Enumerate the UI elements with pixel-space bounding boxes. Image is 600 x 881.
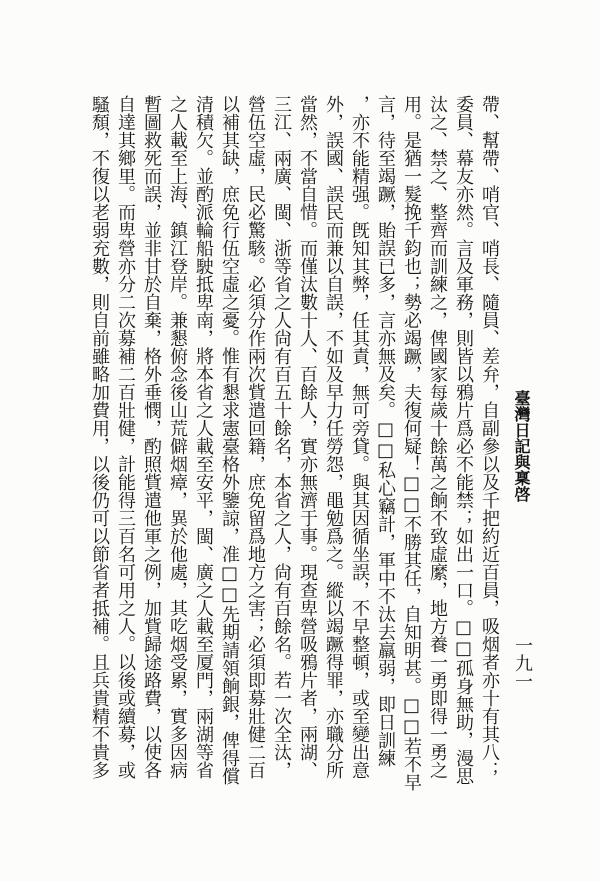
text-column: 帶、幫帶、哨官、哨長、隨員、差弁，自副參以及千把約近百員，吸烟者亦十有其八；	[479, 95, 500, 779]
text-column: 營伍空虛，民必驚駭。必須分作兩次貲遣回籍，庶免留爲地方之害；必須即募壯健二百	[245, 95, 266, 779]
text-column: 當然，不當自惜。而僅汰數十人、百餘人，實亦無濟于事。現查卑營吸鴉片者，兩湖、	[297, 95, 318, 779]
text-column: 暫圖救死而誤，並非甘於自棄，格外垂憫，酌照貲遣他軍之例，加貲歸途路費，以使各	[141, 95, 162, 779]
text-column: 委員、幕友亦然。言及軍務，則皆以鴉片爲必不能禁；如出一口。□□孤身無助，漫思	[453, 95, 474, 785]
text-column: 三江、兩廣、閩、浙等省之人尙有百五十餘名，本省之人，尙有百餘名。若一次全汰，	[271, 95, 292, 779]
text-column: ，亦不能精强。旣知其弊，任其責，無可旁貸。與其因循坐誤，不早整頓，或至變出意	[349, 95, 370, 779]
text-body	[86, 95, 502, 807]
running-title: 臺灣日記與稟啓	[512, 390, 531, 502]
text-column: 汰之、禁之、整齊而訓練之，俾國家每歲十餘萬之餉不致虛縻，地方養一勇即得一勇之	[427, 95, 448, 779]
text-column: 外，誤國、誤民而兼以自誤，不如及早力任勞怨，黽勉爲之。縱以竭蹶得罪，亦職分所	[323, 95, 344, 779]
page-number: 一九一	[512, 636, 533, 690]
text-column: 清積欠。並酌派輪船駛抵卑南，將本省之人載至安平，閩、廣之人載至厦門，兩湖等省	[193, 95, 214, 779]
text-column: 用。是猶一髮挽千鈞也；勢必竭蹶，夫復何疑！□□不勝其任，自知明甚。□□若不早	[401, 95, 422, 791]
text-column: 騷頹，不復以老弱充數，則自前雖略加費用，以後仍可以節省者抵補。且兵貴精不貴多	[89, 95, 110, 779]
text-column: 以補其缺，庶免行伍空虛之憂。惟有懇求憲臺格外鑒諒，准□□先期請領餉銀，俾得償	[219, 95, 240, 785]
text-column: 言，待至竭蹶，貽誤已多，言亦無及矣。□□私心竊計，軍中不汰去羸弱，即日訓練	[375, 95, 396, 767]
text-column: 之人載至上海、鎮江登岸。兼懇俯念後山荒僻烟瘴，異於他處，其吃烟受累，實多因病	[167, 95, 188, 779]
text-column: 自達其鄉里。而卑營亦分二次募補二百壯健，計能得三百名可用之人。以後或續募，或	[115, 95, 136, 779]
